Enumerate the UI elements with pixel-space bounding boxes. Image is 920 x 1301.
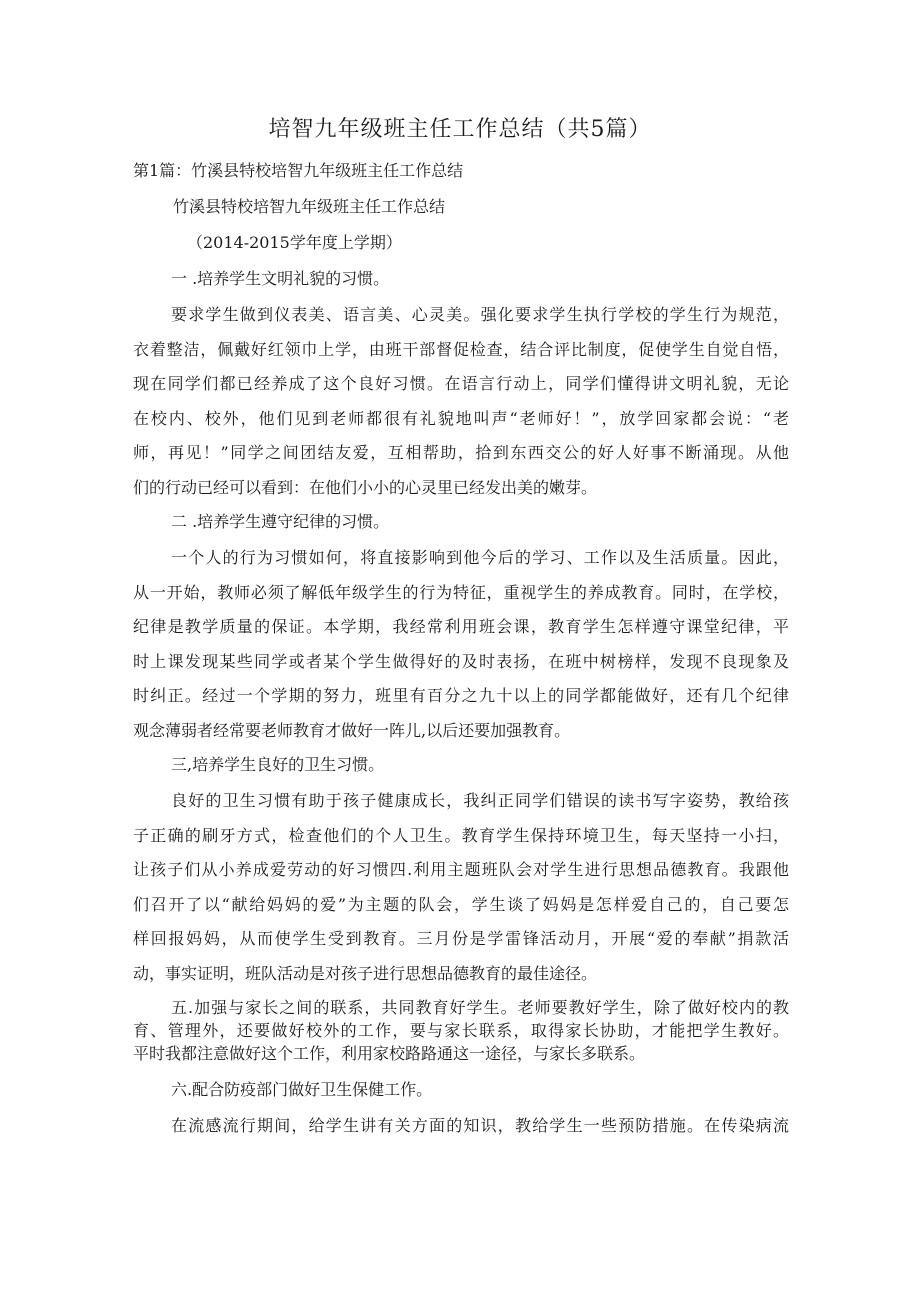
section-heading-3: 三,培养学生良好的卫生习惯。 xyxy=(171,755,385,774)
paragraph-line: 样回报妈妈，从而使学生受到教育。三月份是学雷锋活动月，开展“爱的奉献”捐款活 xyxy=(133,929,789,948)
paragraph-2 xyxy=(133,547,789,742)
paragraph-line: 子正确的刷牙方式，检查他们的个人卫生。教育学生保持环境卫生，每天坚持一小扫， xyxy=(133,825,789,845)
paragraph-line: 现在同学们都已经养成了这个良好习惯。在语言行动上，同学们懂得讲文明礼貌，无论 xyxy=(133,374,789,393)
document-title: 培智九年级班主任工作总结（共5篇） xyxy=(268,117,652,142)
paragraph-line: 从一开始，教师必须了解低年级学生的行为特征，重视学生的养成教育。同时，在学校， xyxy=(133,582,789,602)
paragraph-line: 时纠正。经过一个学期的努力，班里有百分之九十以上的同学都能做好，还有几个纪律 xyxy=(133,686,789,705)
paragraph-line: 时上课发现某些同学或者某个学生做得好的及时表扬，在班中树榜样，发现不良现象及 xyxy=(133,651,789,671)
paragraph-line: 让孩子们从小养成爱劳动的好习惯四.利用主题班队会对学生进行思想品德教育。我跟他 xyxy=(133,860,789,879)
paragraph-line: 良好的卫生习惯有助于孩子健康成长，我纠正同学们错误的读书写字姿势，教给孩 xyxy=(171,791,789,810)
term-label: （2014-2015学年度上学期） xyxy=(187,233,402,252)
paragraph-line: 动，事实证明，班队活动是对孩子进行思想品德教育的最佳途径。 xyxy=(133,963,598,983)
paragraph-line: 一个人的行为习惯如何，将直接影响到他今后的学习、工作以及生活质量。因此， xyxy=(171,548,789,567)
paragraph-3 xyxy=(133,790,789,985)
paragraph-6 xyxy=(133,1115,789,1137)
paragraph-line: 纪律是教学质量的保证。本学期，我经常利用班会课，教育学生怎样遵守课堂纪律，平 xyxy=(133,617,789,636)
section-heading-6: 六.配合防疫部门做好卫生保健工作。 xyxy=(171,1080,433,1099)
paragraph-line: 五.加强与家长之间的联系，共同教育好学生。老师要教好学生，除了做好校内的教 xyxy=(171,998,789,1017)
paragraph-5 xyxy=(133,997,789,1065)
document-subtitle: 竹溪县特校培智九年级班主任工作总结 xyxy=(173,197,446,216)
paragraph-1 xyxy=(133,304,789,499)
chapter-heading: 第1篇：竹溪县特校培智九年级班主任工作总结 xyxy=(133,161,464,180)
paragraph-line: 们召开了以“献给妈妈的爱”为主题的队会，学生谈了妈妈是怎样爱自己的，自己要怎 xyxy=(133,894,789,914)
paragraph-line: 在校内、校外，他们见到老师都很有礼貌地叫声“老师好！”，放学回家都会说：“老 xyxy=(133,408,789,428)
section-heading-1: 一 .培养学生文明礼貌的习惯。 xyxy=(171,269,390,288)
paragraph-line: 在流感流行期间，给学生讲有关方面的知识，教给学生一些预防措施。在传染病流 xyxy=(171,1116,789,1135)
document-body xyxy=(133,160,789,1150)
paragraph-line: 要求学生做到仪表美、语言美、心灵美。强化要求学生执行学校的学生行为规范， xyxy=(171,305,789,324)
paragraph-line: 平时我都注意做好这个工作，利用家校路路通这一途径，与家长多联系。 xyxy=(133,1044,646,1063)
paragraph-line: 观念薄弱者经常要老师教育才做好一阵儿,以后还要加强教育。 xyxy=(133,720,571,740)
paragraph-line: 育、管理外，还要做好校外的工作，要与家长联系，取得家长协助，才能把学生教好。 xyxy=(133,1021,789,1040)
paragraph-line: 师，再见！”同学之间团结友爱，互相帮助，拾到东西交公的好人好事不断涌现。从他 xyxy=(133,443,789,462)
paragraph-line: 们的行动已经可以看到：在他们小小的心灵里已经发出美的嫩芽。 xyxy=(133,477,598,497)
paragraph-line: 衣着整洁，佩戴好红领巾上学，由班干部督促检查，结合评比制度，促使学生自觉自悟， xyxy=(133,339,789,359)
section-heading-2: 二 .培养学生遵守纪律的习惯。 xyxy=(171,512,390,531)
